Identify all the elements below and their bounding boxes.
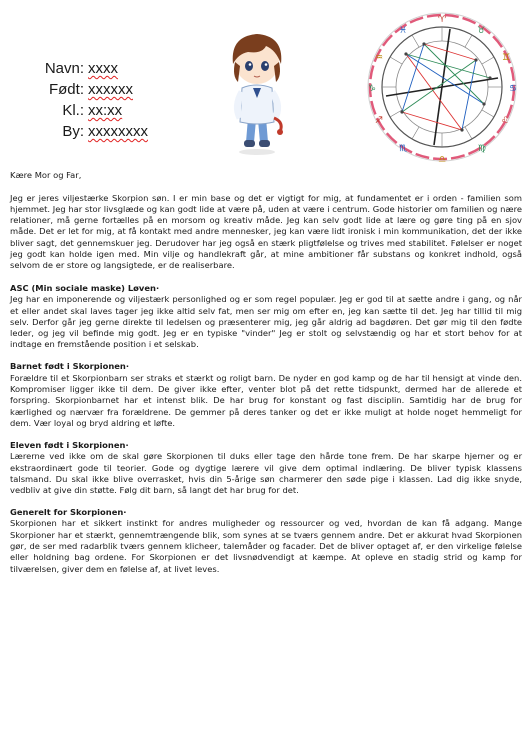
section-heading: ASC (Min sociale maske) Løven· (10, 282, 160, 293)
leo-glyph: ♌ (500, 116, 510, 126)
city-row (30, 121, 150, 142)
section-heading: Barnet født i Skorpionen· (10, 361, 130, 372)
birthdate-row (30, 79, 150, 100)
capricorn-glyph: ♑ (367, 84, 377, 94)
section-body: Lærerne ved ikke om de skal gøre Skorpionen til duks eller tage den hårde tone frem. De har skarpe hjerner og er ekstraordinært gode til teorier. Gode og dygtige lærere vil give dem optimal indlæring. De bliver typisk klassens talsmand. Du skal ikke blive overrasket, hvis din 5-årige søn charmerer den søde pige i klassen. Lad dig ikke snyde, vedbliv at give din støtte. Følg dit barn, så langt det har brug for det. (10, 451, 522, 496)
time-label: Kl.: (62, 102, 84, 119)
gemini-glyph: ♊ (501, 53, 511, 63)
birthdate-label: Født: (48, 81, 84, 98)
scorpio-glyph: ♏ (398, 144, 408, 154)
name-value: xxxx (88, 60, 118, 77)
aquarius-glyph: ♒ (374, 53, 384, 63)
section-body: Jeg har en imponerende og viljestærk personlighed og er som regel populær. Jeg er god til at sætte andre i gang, og når et eller andet skal laves tager jeg ikke altid selv fat, men ser mig om efter en, jeg kan sætte til det. Jeg har tillid til mig selv. Derfor går jeg gerne direkte til ledelsen og præsenterer mig, jeg går aldrig ad bagdøren. Det gør mig til den fødte leder, og jeg vil befinde mig godt. Jeg er en typiske "vinder" Jeg er stolt og selvstændig og har et stort behov for at indtage en fremstående position i et selskab. (10, 294, 522, 350)
chibi-boy-illustration (218, 26, 296, 156)
time-row (30, 100, 150, 121)
section-body: Forældre til et Skorpionbarn ser straks et stærkt og roligt barn. De nyder en god kamp og de har til hensigt at vinde den. Kompromiser ligger ikke til dem. De giver ikke efter, venter blot på det rette tidspunkt, dermed har de allerede et forspring. Skorpionbarnet har et intenst blik. De har brug for konstant og fast disciplin. Samtidig har de brug for kærlighed og nærvær fra forældrene. De gemmer på deres tanker og det er ikke muligt at holde noget hemmeligt for dem. Vær loyal og bryd aldring et løfte. (10, 372, 522, 428)
name-row (30, 58, 150, 79)
section-student-scorpio (10, 440, 522, 496)
header (0, 0, 530, 168)
birth-chart-wheel (366, 8, 518, 166)
section-body: Skorpionen har et sikkert instinkt for andres muligheder og ressourcer og ved, hvordan de kan få adgang. Mange Skorpioner har et stærkt, gennemtrængende blik, som synes at se tværs gennem andre. Det er akkurat hvad Skorpionen gør, de ser med radarblik tværs gennem klicheer, talemåder og facader. Det de bliver optaget af, er den virkelige følelse eller holdning bag ordene. For Skorpionen er det livsnødvendigt at kæmpe. At opleve en stadig strid og kamp for tilværelsen, giver dem en følelse af, at livet leves. (10, 518, 522, 574)
time-value: xx:xx (88, 102, 123, 119)
letter-body (10, 170, 522, 586)
libra-glyph: ♎ (437, 155, 447, 165)
section-heading: Eleven født i Skorpionen· (10, 439, 129, 450)
birthdate-value: xxxxxx (88, 81, 133, 98)
aries-glyph: ♈ (437, 15, 447, 25)
virgo-glyph: ♍ (477, 144, 487, 154)
city-label: By: (62, 123, 84, 140)
greeting: Kære Mor og Far, (10, 170, 82, 180)
section-asc-leo (10, 283, 522, 351)
cancer-glyph: ♋ (508, 84, 518, 94)
pisces-glyph: ♓ (398, 26, 408, 36)
sagittarius-glyph: ♐ (374, 116, 384, 126)
intro-paragraph: Jeg er jeres viljestærke Skorpion søn. I er min base og det er vigtigt for mig, at fundamentet er i orden - familien som hjemmet. Jeg har stor livsglæde og kan godt lide at være på, uden at være i centrum. Gode historier om familien og nære relationer, må gerne fortælles på en morsom og kreativ måde. Jeg kan selv godt lide at lære og gøre ting på en sjov måde. Det er let for mig, at få kontakt med andre mennesker, jeg kan være lidt ironisk i min kommunikation, det der ikke bliver sagt, det gennemskuer jeg. Derudover har jeg også en stærk pligtfølelse og trives med stabilitet. Følelser er noget jeg godt kan holde igen med. Min vilje og handlekraft går, at mine ambitioner får substans og konkret indhold, også selvom de er store og langsigtede, er de realiserbare. (10, 192, 522, 271)
section-heading: Generelt for Skorpionen· (10, 507, 127, 518)
taurus-glyph: ♉ (476, 26, 486, 36)
section-child-scorpio (10, 361, 522, 429)
section-general-scorpio (10, 507, 522, 575)
birth-info (30, 58, 150, 142)
city-value: xxxxxxxx (88, 123, 148, 140)
name-label: Navn: (44, 60, 84, 77)
